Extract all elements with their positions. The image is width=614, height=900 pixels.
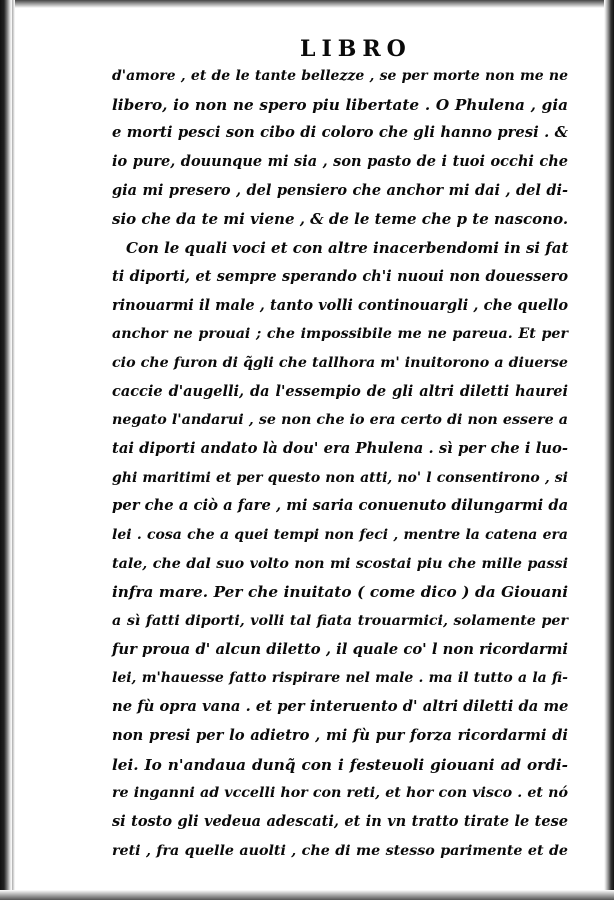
page-right-edge	[604, 0, 614, 900]
text-block	[112, 62, 568, 865]
text-line: libero, io non ne spero piu libertate . O Phulena , gia	[112, 95, 568, 114]
text-line: ti diporti, et sempre sperando ch'i nuoui non douessero	[112, 267, 568, 285]
text-line: a sì fatti diporti, volli tal fiata trouarmici, solamente per	[112, 613, 568, 630]
text-line: negato l'andarui , se non che io era certo di non essere a	[112, 412, 568, 429]
text-line: Con le quali voci et con altre inacerbendomi in si fat	[126, 239, 569, 258]
running-head: LIBRO	[300, 36, 412, 62]
text-line: anchor ne prouai ; che impossibile me ne pareua. Et per	[112, 326, 568, 343]
text-line: lei, m'hauesse fatto rispirare nel male . ma il tutto a la fi-	[112, 670, 568, 687]
binding-gutter	[0, 0, 12, 900]
text-line: tai diporti andato là dou' era Phulena . sì per che i luo-	[112, 439, 568, 457]
binding-gutter-edge	[12, 0, 15, 900]
text-line: lei. Io n'andaua dunq̃ con i festeuoli giouani ad ordi-	[112, 755, 568, 774]
text-line: ne fù opra vana . et per interuento d' altri diletti da me	[112, 698, 569, 716]
text-line: ghi maritimi et per questo non atti, no' l consentirono , si	[112, 469, 568, 486]
text-line: lei . cosa che a quei tempi non feci , mentre la catena era	[112, 527, 568, 543]
text-line: re inganni ad vccelli hor con reti, et hor con visco . et nó	[112, 785, 568, 802]
text-line: tale, che dal suo volto non mi scostai piu che mille passi	[112, 555, 568, 572]
text-line: io pure, douunque mi sia , son pasto de i tuoi occhi che	[112, 153, 568, 171]
bottom-shadow	[0, 890, 614, 900]
text-line: caccie d'augelli, da l'essempio de gli altri diletti haurei	[112, 382, 568, 400]
top-shadow	[0, 0, 614, 8]
text-line: non presi per lo adietro , mi fù pur forza ricordarmi di	[112, 726, 568, 744]
text-line: rinouarmi il male , tanto volli continouargli , che quello	[112, 296, 568, 314]
text-line: e morti pesci son cibo di coloro che gli hanno presi . &	[112, 124, 568, 142]
text-line: d'amore , et de le tante bellezze , se per morte non me ne	[112, 68, 568, 84]
text-line: infra mare. Per che inuitato ( come dico ) da Giouani	[112, 583, 568, 602]
text-line: fur proua d' alcun diletto , il quale co' l non ricordarmi	[112, 640, 568, 658]
text-line: sio che da te mi viene , & de le teme che p te nascono.	[112, 210, 569, 229]
text-line: reti , fra quelle auolti , che di me stesso parimente et de	[112, 842, 568, 859]
text-line: per che a ciò a fare , mi saria conuenuto dilungarmi da	[112, 497, 569, 515]
text-line: si tosto gli vedeua adescati, et in vn tratto tirate le tese	[112, 812, 568, 830]
text-line: cio che furon di q̃gli che tallhora m' inuitorono a diuerse	[112, 354, 568, 371]
text-line: gia mi presero , del pensiero che anchor mi dai , del di-	[112, 181, 568, 199]
